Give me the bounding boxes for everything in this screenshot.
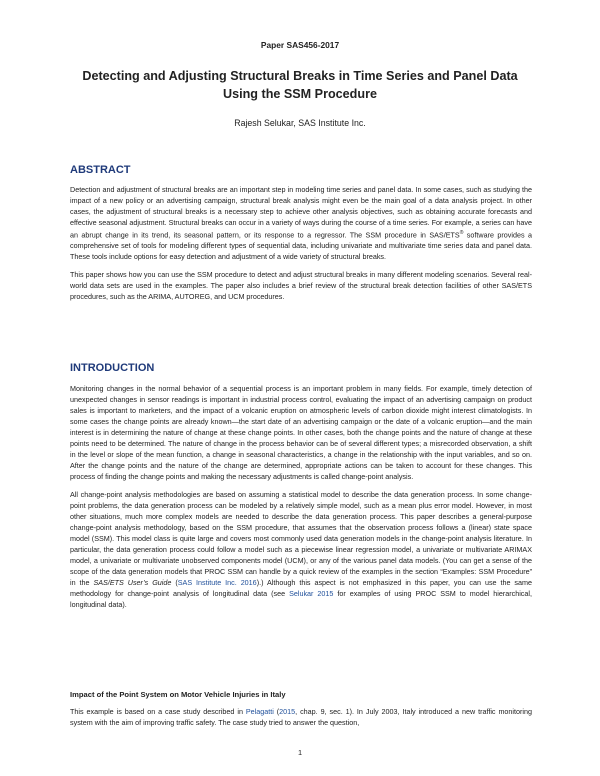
citation-pelagatti[interactable]: Pelagatti [245, 707, 274, 716]
abstract-paragraph-2: This paper shows how you can use the SSM procedure to detect and adjust structural breaks in many different modeling scenarios. Several real-world data sets are used in the examples. The paper also includes a brief review of the structural break detection facilities of other SAS/ETS procedures, such as the ARIMA, AUTOREG, and UCM procedures. [70, 270, 532, 302]
citation-sas-2016[interactable]: SAS Institute Inc. 2016 [177, 578, 257, 587]
paper-id: Paper SAS456-2017 [260, 40, 340, 50]
abstract-heading: ABSTRACT [70, 164, 131, 176]
page-number: 1 [297, 748, 303, 757]
introduction-heading: INTRODUCTION [70, 362, 155, 374]
users-guide-title: SAS/ETS User’s Guide [93, 578, 172, 587]
title-line-1: Detecting and Adjusting Structural Breaks in Time Series and Panel Data [82, 69, 518, 83]
subsection-body [70, 706, 532, 735]
abstract-paragraph-1: Detection and adjustment of structural breaks are an important step in modeling time series and panel data. In some cases, such as studying the impact of a new policy or an advertising campaign, structural break analysis might even be the main goal of a data analysis project. In other cases, the adjustment of structural breaks is a necessary step to achieve other analysis objectives, such as obtaining accurate forecasts and effective seasonal adjustment. Structural breaks can occur in a variety of ways during the course of a time series. For example, a series can have an abrupt change in its trend, its seasonal pattern, or its response to a regressor. The SSM procedure in SAS/ETS® software provides a comprehensive set of tools for modeling different types of sequential data, including univariate and multivariate time series data and panel data. These tools include options for easy detection and adjustment of a wide variety of structural breaks. [70, 185, 532, 262]
abstract-body [70, 184, 532, 309]
paper-title [60, 67, 540, 103]
citation-selukar-2015[interactable]: Selukar 2015 [289, 589, 334, 598]
introduction-body [70, 383, 532, 617]
introduction-paragraph-1: Monitoring changes in the normal behavior of a sequential process is an important problem in many fields. For example, timely detection of unexpected changes in sensor readings is important in industrial process control, evaluating the impact of an advertising campaign on product sales is important to marketers, and the impact of a volcanic eruption on atmospheric levels of carbon dioxide might interest climatologists. In some cases the change points are already known—the start date of an advertising campaign or the date of a volcanic eruption—and the main interest is in determining the nature of change at these change points. In other cases, both the change points and the nature of change at these points need to be determined. The nature of change in the process behavior can be of several different types; a misrecorded observation, a shift in the level or slope of the mean function, a change in seasonal characteristics, a change in the relationship with the input variables, and so on. After the change points and the nature of the change are determined, appropriate actions can be taken to account for these changes. This process of finding the change points and making the necessary adjustments is called change-point analysis. [70, 384, 532, 481]
subsection-paragraph-1: This example is based on a case study described in Pelagatti (2015, chap. 9, sec. 1). In July 2003, Italy introduced a new traffic monitoring system with the aim of improving traffic safety. The case study tried to answer the question, [70, 707, 533, 727]
introduction-paragraph-2: All change-point analysis methodologies are based on assuming a statistical model to describe the data generation process. In some change-point problems, the data generation process can be modeled by a relatively simple model, such as a mean plus error model. However, in most other situations, much more complex models are needed to describe the data generation process. This paper describes a general-purpose change-point analysis methodology, based on the SSM procedure, that assumes that the observation process follows a (linear) state space model (SSM). This model class is quite large and covers most commonly used data generation models in the change-point analysis literature. In particular, the data generation process could follow a model such as a piecewise linear regression model, a univariate or multivariate ARIMAX model, a univariate or multivariate unobserved components model (UCM), or any of the various panel data models. (You can get a sense of the scope of the data generation models that PROC SSM can handle by a quick review of the examples in the section “Examples: SSM Procedure” in the SAS/ETS User’s Guide (SAS Institute Inc. 2016).) Although this aspect is not emphasized in this paper, you can use the same methodology for change-point analysis of longitudinal data (see Selukar 2015 for examples of using PROC SSM to model hierarchical, longitudinal data). [70, 490, 532, 609]
author-line: Rajesh Selukar, SAS Institute Inc. [234, 118, 366, 128]
title-line-2: Using the SSM Procedure [223, 87, 377, 101]
citation-pelagatti-year[interactable]: 2015 [279, 707, 296, 716]
subsection-heading: Impact of the Point System on Motor Vehicle Injuries in Italy [70, 690, 286, 699]
